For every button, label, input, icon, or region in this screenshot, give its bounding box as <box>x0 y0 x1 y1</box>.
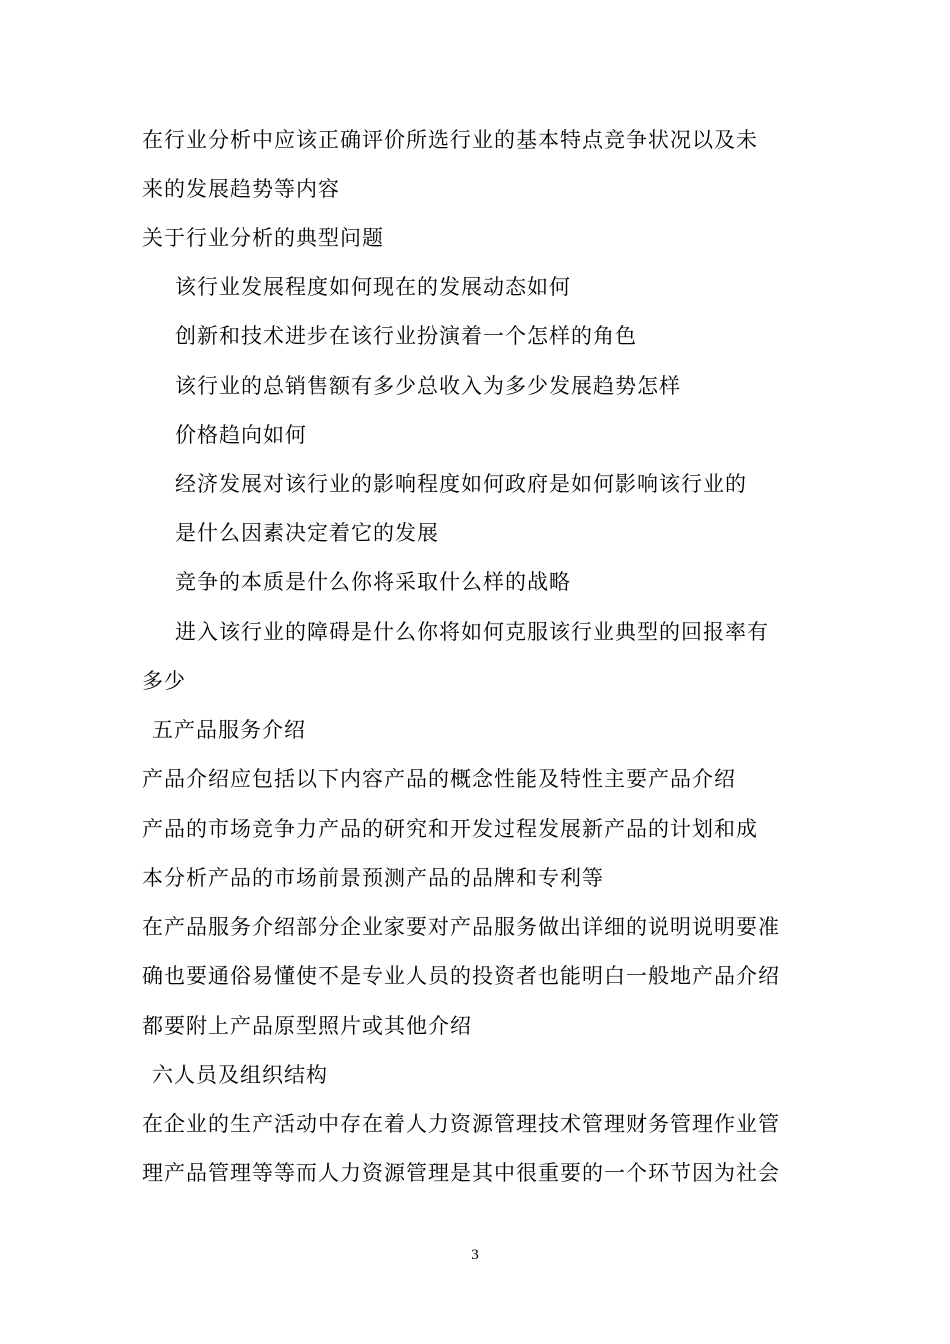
list-item: 是什么因素决定着它的发展 <box>175 521 439 545</box>
body-text-line: 来的发展趋势等内容 <box>142 177 340 201</box>
body-text-line: 确也要通俗易懂使不是专业人员的投资者也能明白一般地产品介绍 <box>142 964 780 988</box>
body-text-line: 在企业的生产活动中存在着人力资源管理技术管理财务管理作业管 <box>142 1112 780 1136</box>
body-text-line: 在行业分析中应该正确评价所选行业的基本特点竞争状况以及未 <box>142 128 758 152</box>
section-heading: 五产品服务介绍 <box>152 718 306 742</box>
list-item: 该行业的总销售额有多少总收入为多少发展趋势怎样 <box>175 374 681 398</box>
body-text-line: 本分析产品的市场前景预测产品的品牌和专利等 <box>142 866 604 890</box>
body-text-line: 多少 <box>142 669 186 693</box>
body-text-line: 都要附上产品原型照片或其他介绍 <box>142 1014 472 1038</box>
list-item: 竞争的本质是什么你将采取什么样的战略 <box>175 570 571 594</box>
list-item: 创新和技术进步在该行业扮演着一个怎样的角色 <box>175 324 637 348</box>
list-item: 进入该行业的障碍是什么你将如何克服该行业典型的回报率有 <box>175 620 769 644</box>
page-number: 3 <box>471 1247 479 1263</box>
body-text-line: 在产品服务介绍部分企业家要对产品服务做出详细的说明说明要准 <box>142 915 780 939</box>
body-text-line: 产品的市场竞争力产品的研究和开发过程发展新产品的计划和成 <box>142 817 758 841</box>
list-item: 价格趋向如何 <box>175 423 307 447</box>
list-item: 该行业发展程度如何现在的发展动态如何 <box>175 275 571 299</box>
section-heading: 六人员及组织结构 <box>152 1063 328 1087</box>
body-text-line: 产品介绍应包括以下内容产品的概念性能及特性主要产品介绍 <box>142 767 736 791</box>
body-text-line: 理产品管理等等而人力资源管理是其中很重要的一个环节因为社会 <box>142 1161 780 1185</box>
list-item: 经济发展对该行业的影响程度如何政府是如何影响该行业的 <box>175 472 747 496</box>
body-text-line: 关于行业分析的典型问题 <box>142 226 384 250</box>
